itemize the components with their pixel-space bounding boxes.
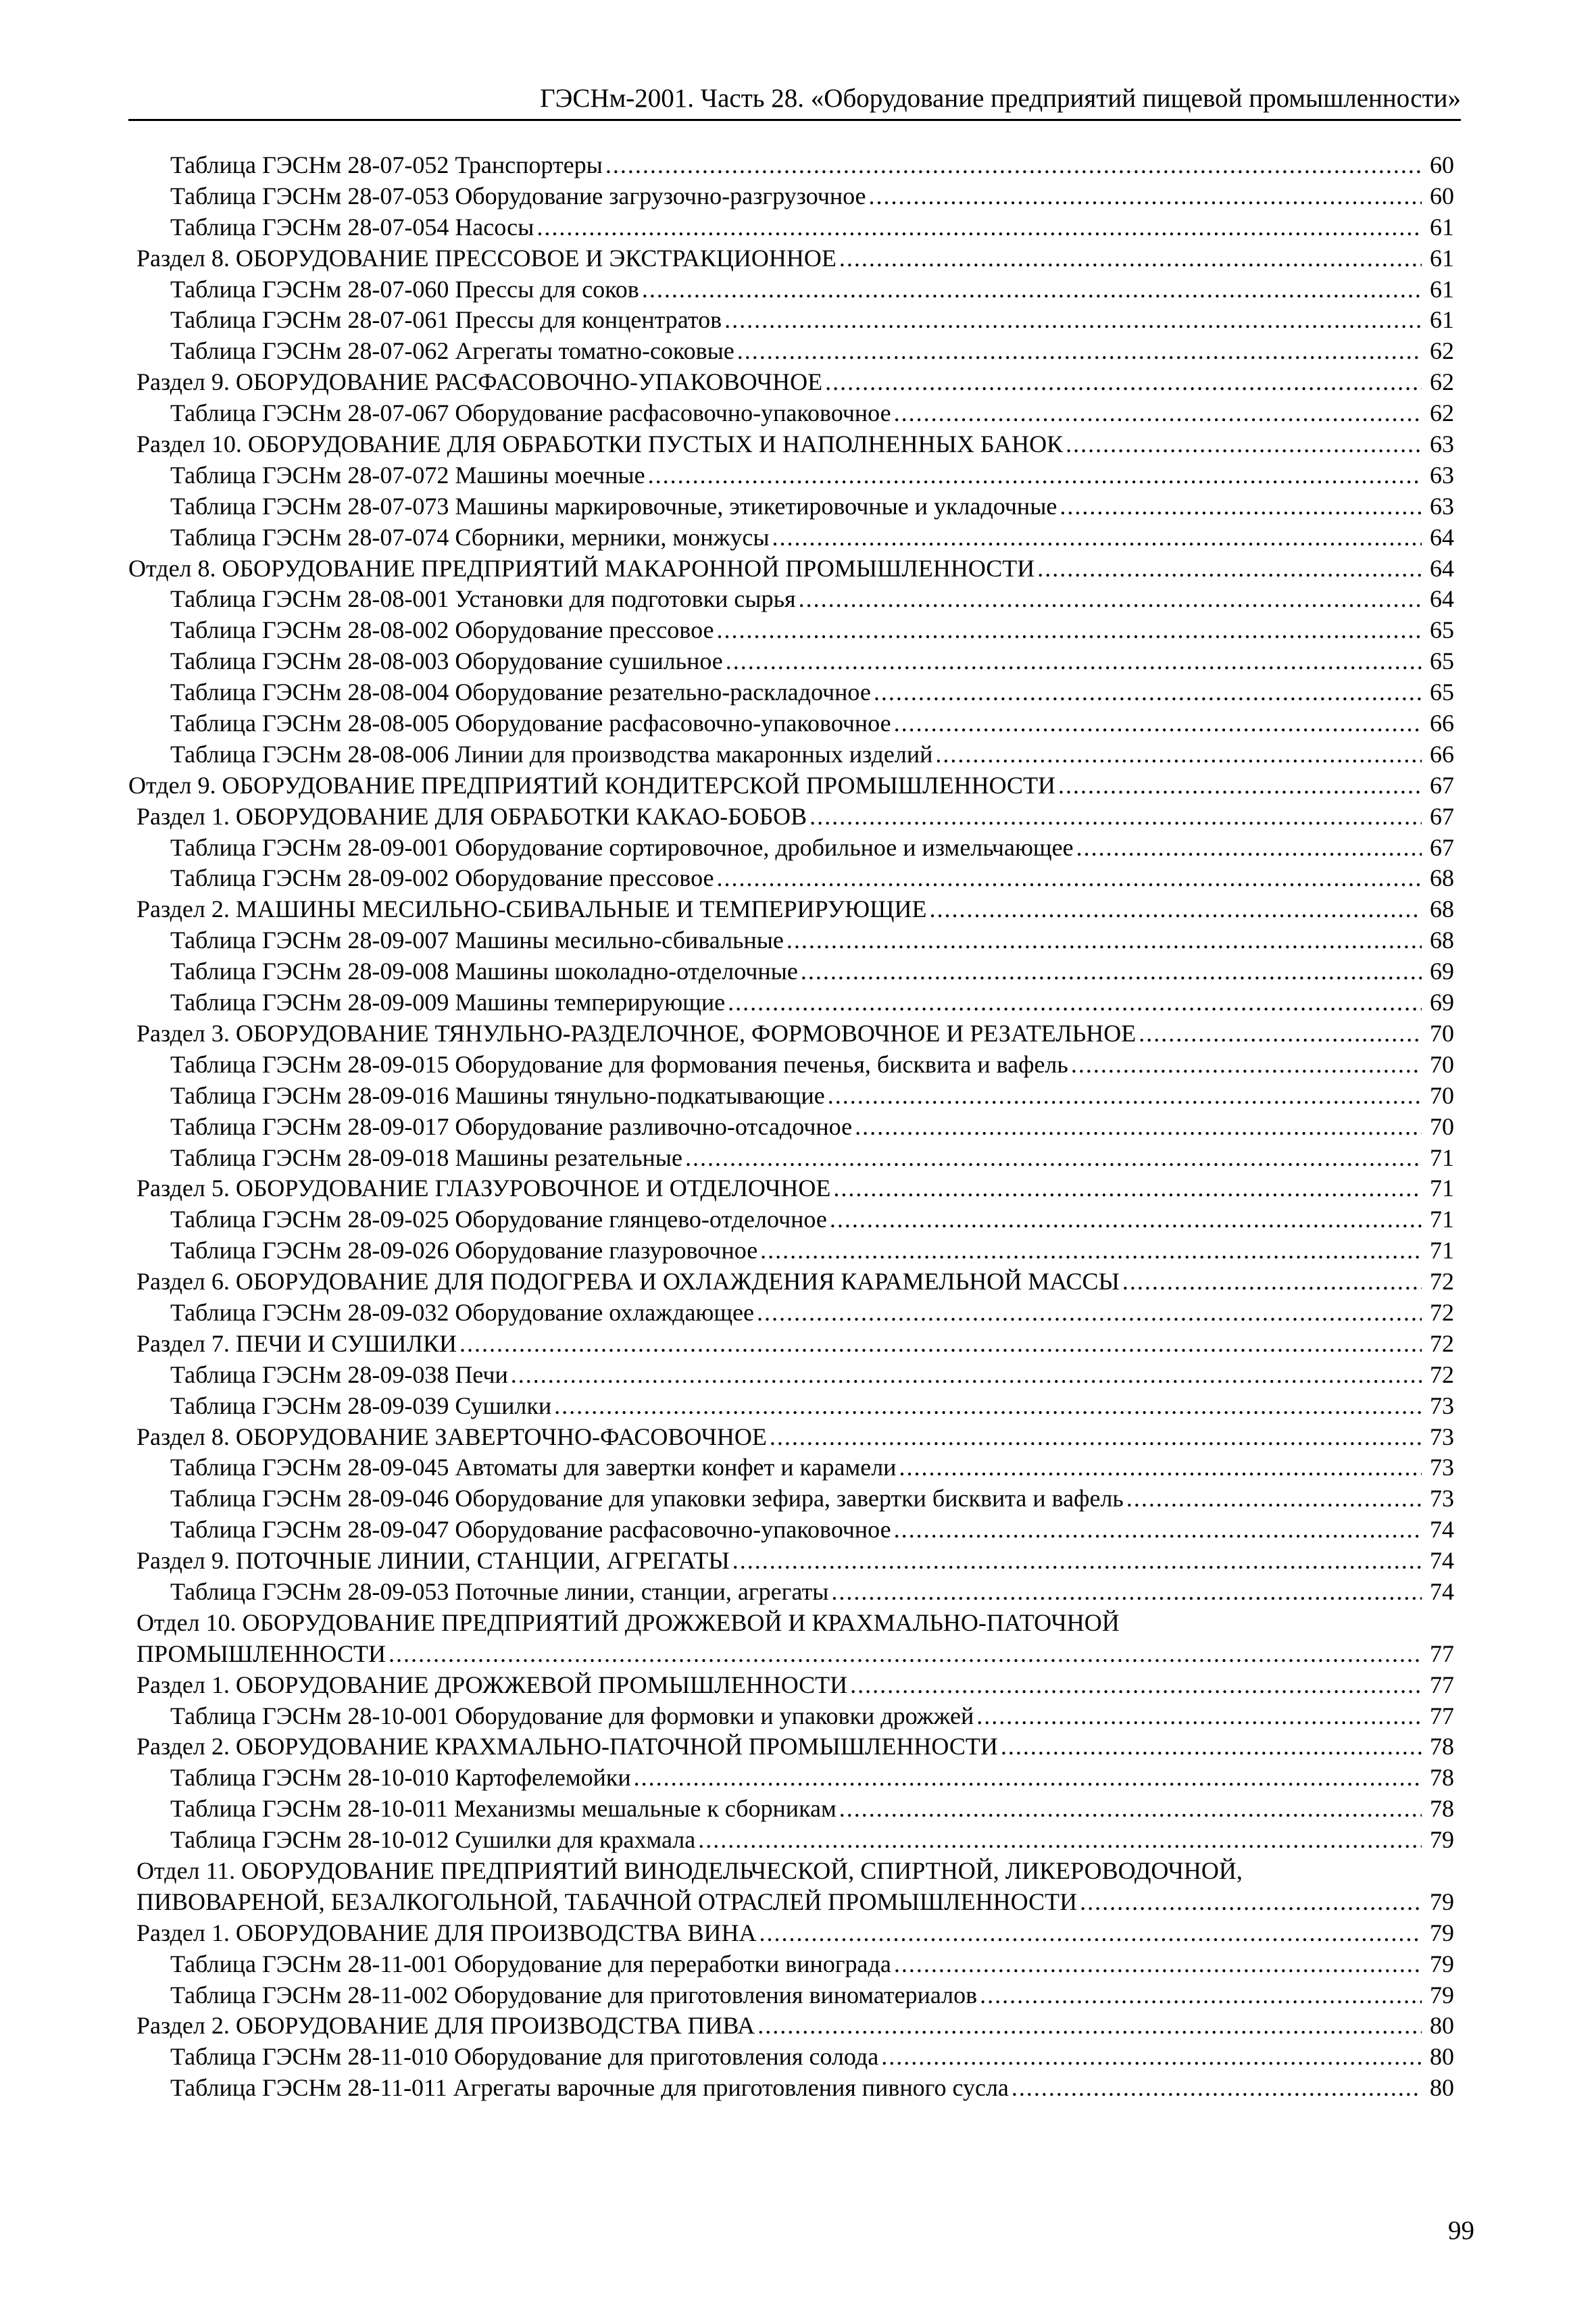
toc-entry-page: 63	[1430, 461, 1454, 489]
toc-entry-title: Таблица ГЭСНм 28-07-052 Транспортеры	[170, 151, 603, 178]
toc-table-entry	[128, 1794, 1454, 1825]
toc-division-entry	[128, 1887, 1454, 1918]
toc-table-entry	[128, 212, 1454, 243]
dot-leader	[1071, 1050, 1422, 1081]
toc-entry-title: Таблица ГЭСНм 28-09-015 Оборудование для формования печенья, бисквита и вафель	[170, 1050, 1068, 1078]
dot-leader	[1076, 833, 1422, 864]
toc-table-entry	[128, 1825, 1454, 1856]
dot-leader	[1012, 2073, 1422, 2104]
toc-table-entry	[128, 1360, 1454, 1391]
toc-table-entry	[128, 1763, 1454, 1794]
toc-table-entry	[128, 1298, 1454, 1329]
dot-leader	[459, 1329, 1422, 1360]
toc-section-entry	[128, 429, 1454, 460]
toc-table-entry	[128, 739, 1454, 770]
toc-entry-title: Таблица ГЭСНм 28-07-060 Прессы для соков	[170, 275, 639, 303]
toc-entry-page: 71	[1430, 1237, 1454, 1264]
toc-table-entry	[128, 1112, 1454, 1143]
toc-entry-title: Раздел 8. ОБОРУДОВАНИЕ ЗАВЕРТОЧНО-ФАСОВОЧНОЕ	[136, 1423, 767, 1450]
toc-entry-title: Таблица ГЭСНм 28-07-054 Насосы	[170, 213, 534, 241]
dot-leader	[787, 925, 1422, 956]
toc-entry-page: 72	[1430, 1329, 1454, 1357]
toc-entry-title: Таблица ГЭСНм 28-11-010 Оборудование для приготовления солода	[170, 2043, 879, 2071]
toc-entry-page: 62	[1430, 399, 1454, 427]
toc-entry-page: 77	[1430, 1702, 1454, 1729]
toc-table-entry	[128, 584, 1454, 615]
toc-entry-page: 65	[1430, 647, 1454, 675]
toc-entry-title: Таблица ГЭСНм 28-10-010 Картофелемойки	[170, 1764, 631, 1792]
dot-leader	[685, 1143, 1422, 1174]
toc-table-entry	[128, 1391, 1454, 1422]
toc-entry-title: Таблица ГЭСНм 28-07-067 Оборудование расфасовочно-упаковочное	[170, 399, 891, 427]
toc-section-entry	[128, 1670, 1454, 1701]
toc-entry-page: 64	[1430, 554, 1454, 582]
toc-section-entry	[128, 367, 1454, 398]
toc-entry-page: 74	[1430, 1577, 1454, 1605]
toc-table-entry	[128, 150, 1454, 181]
dot-leader	[1037, 553, 1422, 585]
toc-entry-title: Раздел 3. ОБОРУДОВАНИЕ ТЯНУЛЬНО-РАЗДЕЛОЧНОЕ, ФОРМОВОЧНОЕ И РЕЗАТЕЛЬНОЕ	[136, 1019, 1137, 1047]
table-of-contents	[128, 150, 1454, 2104]
toc-entry-line: Отдел 10. ОБОРУДОВАНИЕ ПРЕДПРИЯТИЙ ДРОЖЖЕВОЙ И КРАХМАЛЬНО-ПАТОЧНОЙ	[136, 1608, 1120, 1636]
dot-leader	[809, 802, 1422, 833]
dot-leader	[726, 646, 1422, 677]
toc-entry-page: 62	[1430, 337, 1454, 365]
toc-entry-title: Таблица ГЭСНм 28-08-002 Оборудование прессовое	[170, 616, 714, 644]
dot-leader	[833, 1173, 1422, 1204]
toc-entry-title: Раздел 2. МАШИНЫ МЕСИЛЬНО-СБИВАЛЬНЫЕ И ТЕМПЕРИРУЮЩИЕ	[136, 895, 927, 923]
dot-leader	[698, 1825, 1422, 1856]
dot-leader	[648, 460, 1422, 491]
dot-leader	[772, 522, 1422, 553]
dot-leader	[1059, 491, 1422, 522]
toc-entry-page: 73	[1430, 1392, 1454, 1419]
toc-entry-page: 61	[1430, 244, 1454, 272]
toc-entry-page: 65	[1430, 679, 1454, 706]
toc-entry-page: 66	[1430, 710, 1454, 737]
toc-entry-title: Таблица ГЭСНм 28-08-005 Оборудование расфасовочно-упаковочное	[170, 710, 891, 737]
toc-entry-title: Таблица ГЭСНм 28-09-009 Машины темперирующие	[170, 989, 726, 1016]
toc-table-entry	[128, 833, 1454, 864]
toc-table-entry	[128, 2073, 1454, 2104]
toc-entry-page: 67	[1430, 802, 1454, 830]
toc-entry-page: 80	[1430, 2012, 1454, 2040]
toc-entry-page: 69	[1430, 958, 1454, 985]
dot-leader	[869, 181, 1422, 212]
dot-leader	[894, 708, 1422, 739]
toc-entry-title: Таблица ГЭСНм 28-08-001 Установки для подготовки сырья	[170, 585, 796, 613]
toc-table-entry	[128, 2042, 1454, 2073]
toc-section-entry	[128, 802, 1454, 833]
dot-leader	[929, 894, 1422, 925]
toc-entry-page: 68	[1430, 864, 1454, 892]
toc-entry-page: 67	[1430, 833, 1454, 861]
toc-entry-page: 73	[1430, 1485, 1454, 1512]
toc-entry-title: Таблица ГЭСНм 28-07-074 Сборники, мерники, монжусы	[170, 523, 770, 551]
toc-entry-page: 72	[1430, 1298, 1454, 1326]
toc-entry-page: 70	[1430, 1112, 1454, 1140]
toc-section-entry	[128, 243, 1454, 274]
dot-leader	[1058, 770, 1422, 802]
toc-section-entry	[128, 1173, 1454, 1204]
toc-entry-title: Раздел 2. ОБОРУДОВАНИЕ КРАХМАЛЬНО-ПАТОЧНОЙ ПРОМЫШЛЕННОСТИ	[136, 1733, 998, 1761]
toc-entry-title: Таблица ГЭСНм 28-09-026 Оборудование глазуровочное	[170, 1237, 758, 1264]
toc-entry-title: Таблица ГЭСНм 28-09-039 Сушилки	[170, 1392, 552, 1419]
toc-table-entry	[128, 987, 1454, 1018]
toc-entry-title: Таблица ГЭСНм 28-09-038 Печи	[170, 1360, 508, 1388]
toc-table-entry	[128, 181, 1454, 212]
dot-leader	[799, 584, 1422, 615]
toc-table-entry	[128, 925, 1454, 956]
toc-entry-title: Таблица ГЭСНм 28-11-011 Агрегаты варочные для приготовления пивного сусла	[170, 2074, 1009, 2102]
toc-entry-title: ПРОМЫШЛЕННОСТИ	[136, 1640, 386, 1667]
toc-division-entry	[128, 553, 1454, 585]
toc-entry-page: 77	[1430, 1640, 1454, 1667]
dot-leader	[850, 1670, 1422, 1701]
toc-entry-page: 78	[1430, 1764, 1454, 1792]
toc-section-entry	[128, 2011, 1454, 2042]
toc-entry-title: Таблица ГЭСНм 28-09-032 Оборудование охлаждающее	[170, 1298, 754, 1326]
toc-table-entry	[128, 1204, 1454, 1235]
dot-leader	[728, 987, 1422, 1018]
toc-entry-page: 67	[1430, 771, 1454, 799]
dot-leader	[642, 274, 1422, 305]
toc-table-entry	[128, 398, 1454, 429]
toc-table-entry	[128, 1949, 1454, 1980]
dot-leader	[894, 398, 1422, 429]
toc-entry-title: Таблица ГЭСНм 28-09-001 Оборудование сортировочное, дробильное и измельчающее	[170, 833, 1074, 861]
toc-table-entry	[128, 305, 1454, 336]
dot-leader	[759, 1918, 1422, 1949]
dot-leader	[894, 1949, 1422, 1980]
toc-entry-page: 65	[1430, 616, 1454, 644]
toc-table-entry	[128, 336, 1454, 367]
toc-entry-title: Таблица ГЭСНм 28-10-012 Сушилки для крахмала	[170, 1826, 696, 1854]
toc-entry-title: Раздел 2. ОБОРУДОВАНИЕ ДЛЯ ПРОИЗВОДСТВА ПИВА	[136, 2012, 755, 2040]
toc-entry-title: Таблица ГЭСНм 28-08-003 Оборудование сушильное	[170, 647, 723, 675]
toc-entry-page: 69	[1430, 989, 1454, 1016]
toc-entry-title: Таблица ГЭСНм 28-09-007 Машины месильно-сбивальные	[170, 927, 784, 954]
toc-entry-page: 66	[1430, 740, 1454, 768]
toc-entry-page: 71	[1430, 1206, 1454, 1233]
dot-leader	[716, 863, 1422, 894]
toc-entry-title: Таблица ГЭСНм 28-09-045 Автоматы для завертки конфет и карамели	[170, 1454, 897, 1481]
toc-table-entry	[128, 615, 1454, 646]
dot-leader	[881, 2042, 1422, 2073]
toc-entry-page: 63	[1430, 430, 1454, 458]
dot-leader	[511, 1360, 1422, 1391]
toc-entry-page: 61	[1430, 306, 1454, 334]
toc-table-entry	[128, 1515, 1454, 1546]
toc-table-entry	[128, 1050, 1454, 1081]
toc-table-entry	[128, 1143, 1454, 1174]
toc-section-entry	[128, 1266, 1454, 1298]
toc-entry-page: 60	[1430, 151, 1454, 178]
toc-table-entry	[128, 677, 1454, 708]
dot-leader	[839, 243, 1422, 274]
toc-entry-title: Таблица ГЭСНм 28-07-062 Агрегаты томатно-соковые	[170, 337, 734, 365]
toc-entry-page: 79	[1430, 1888, 1454, 1915]
toc-entry-title: Таблица ГЭСНм 28-09-053 Поточные линии, станции, агрегаты	[170, 1577, 829, 1605]
toc-entry-page: 68	[1430, 895, 1454, 923]
toc-table-entry	[128, 1483, 1454, 1515]
dot-leader	[1126, 1483, 1422, 1515]
toc-entry-page: 80	[1430, 2043, 1454, 2071]
toc-table-entry	[128, 956, 1454, 987]
toc-entry-title: Таблица ГЭСНм 28-09-025 Оборудование глянцево-отделочное	[170, 1206, 827, 1233]
dot-leader	[976, 1701, 1422, 1732]
toc-section-entry	[128, 1422, 1454, 1453]
toc-entry-title: Таблица ГЭСНм 28-11-001 Оборудование для переработки винограда	[170, 1950, 891, 1977]
toc-entry-page: 64	[1430, 523, 1454, 551]
toc-entry-title: Раздел 9. ПОТОЧНЫЕ ЛИНИИ, СТАНЦИИ, АГРЕГАТЫ	[136, 1547, 730, 1575]
toc-entry-page: 71	[1430, 1175, 1454, 1202]
page-number: 99	[1448, 2216, 1474, 2245]
toc-entry-page: 71	[1430, 1143, 1454, 1171]
toc-table-entry	[128, 274, 1454, 305]
toc-entry-page: 64	[1430, 585, 1454, 613]
toc-entry-title: Раздел 5. ОБОРУДОВАНИЕ ГЛАЗУРОВОЧНОЕ И ОТДЕЛОЧНОЕ	[136, 1175, 831, 1202]
toc-section-entry	[128, 1546, 1454, 1577]
toc-section-entry	[128, 1018, 1454, 1050]
toc-entry-page: 70	[1430, 1019, 1454, 1047]
dot-leader	[757, 1298, 1422, 1329]
toc-entry-page: 61	[1430, 213, 1454, 241]
toc-table-entry	[128, 646, 1454, 677]
toc-table-entry	[128, 460, 1454, 491]
toc-entry-page: 73	[1430, 1454, 1454, 1481]
toc-entry-title: Раздел 8. ОБОРУДОВАНИЕ ПРЕССОВОЕ И ЭКСТРАКЦИОННОЕ	[136, 244, 837, 272]
toc-entry-title: Таблица ГЭСНм 28-07-073 Машины маркировочные, этикетировочные и укладочные	[170, 492, 1057, 520]
toc-entry-title: Раздел 6. ОБОРУДОВАНИЕ ДЛЯ ПОДОГРЕВА И ОХЛАЖДЕНИЯ КАРАМЕЛЬНОЙ МАССЫ	[136, 1268, 1120, 1296]
dot-leader	[537, 212, 1422, 243]
toc-table-entry	[128, 1235, 1454, 1266]
toc-entry-title: Таблица ГЭСНм 28-09-047 Оборудование расфасовочно-упаковочное	[170, 1516, 891, 1544]
toc-entry-page: 78	[1430, 1795, 1454, 1823]
dot-leader	[605, 150, 1422, 181]
toc-entry-title: ПИВОВАРЕНОЙ, БЕЗАЛКОГОЛЬНОЙ, ТАБАЧНОЙ ОТРАСЛЕЙ ПРОМЫШЛЕННОСТИ	[136, 1888, 1078, 1915]
dot-leader	[634, 1763, 1422, 1794]
toc-entry-title: Таблица ГЭСНм 28-09-017 Оборудование разливочно-отсадочное	[170, 1112, 853, 1140]
toc-entry-page: 79	[1430, 1981, 1454, 2009]
toc-entry-title: Таблица ГЭСНм 28-11-002 Оборудование для приготовления виноматериалов	[170, 1981, 978, 2009]
dot-leader	[801, 956, 1422, 987]
toc-section-entry	[128, 1731, 1454, 1763]
toc-entry-page: 78	[1430, 1733, 1454, 1761]
dot-leader	[831, 1577, 1422, 1608]
toc-entry-title: Отдел 9. ОБОРУДОВАНИЕ ПРЕДПРИЯТИЙ КОНДИТЕРСКОЙ ПРОМЫШЛЕННОСТИ	[128, 771, 1056, 799]
toc-entry-page: 68	[1430, 927, 1454, 954]
toc-entry-title: Раздел 1. ОБОРУДОВАНИЕ ДЛЯ ОБРАБОТКИ КАКАО-БОБОВ	[136, 802, 807, 830]
toc-division-entry	[128, 770, 1454, 802]
toc-table-entry	[128, 1577, 1454, 1608]
toc-entry-title: Раздел 1. ОБОРУДОВАНИЕ ДЛЯ ПРОИЗВОДСТВА ВИНА	[136, 1919, 757, 1946]
toc-entry-page: 74	[1430, 1547, 1454, 1575]
dot-leader	[825, 367, 1422, 398]
toc-entry-page: 74	[1430, 1516, 1454, 1544]
dot-leader	[760, 1235, 1422, 1266]
toc-table-entry	[128, 1452, 1454, 1483]
dot-leader	[737, 336, 1422, 367]
dot-leader	[757, 2011, 1422, 2042]
toc-entry-page: 79	[1430, 1950, 1454, 1977]
dot-leader	[770, 1422, 1422, 1453]
dot-leader	[855, 1112, 1422, 1143]
toc-section-entry	[128, 894, 1454, 925]
toc-entry-page: 61	[1430, 275, 1454, 303]
toc-division-entry	[128, 1639, 1454, 1670]
dot-leader	[1066, 429, 1422, 460]
toc-table-entry	[128, 708, 1454, 739]
dot-leader	[1080, 1887, 1422, 1918]
toc-entry-page: 72	[1430, 1268, 1454, 1296]
dot-leader	[1122, 1266, 1422, 1298]
toc-table-entry	[128, 1081, 1454, 1112]
toc-entry-page: 70	[1430, 1050, 1454, 1078]
toc-entry-page: 73	[1430, 1423, 1454, 1450]
toc-entry-title: Отдел 8. ОБОРУДОВАНИЕ ПРЕДПРИЯТИЙ МАКАРОННОЙ ПРОМЫШЛЕННОСТИ	[128, 554, 1035, 582]
toc-entry-page: 72	[1430, 1360, 1454, 1388]
toc-table-entry	[128, 1980, 1454, 2011]
toc-entry-title: Таблица ГЭСНм 28-07-072 Машины моечные	[170, 461, 645, 489]
toc-entry-title: Таблица ГЭСНм 28-09-008 Машины шоколадно-отделочные	[170, 958, 798, 985]
toc-table-entry	[128, 491, 1454, 522]
running-header: ГЭСНм-2001. Часть 28. «Оборудование предприятий пищевой промышленности»	[128, 82, 1461, 121]
toc-entry-page: 70	[1430, 1081, 1454, 1109]
dot-leader	[554, 1391, 1422, 1422]
toc-section-entry	[128, 1918, 1454, 1949]
toc-entry-title: Таблица ГЭСНм 28-10-001 Оборудование для формовки и упаковки дрожжей	[170, 1702, 974, 1729]
dot-leader	[830, 1204, 1422, 1235]
toc-table-entry	[128, 1701, 1454, 1732]
toc-entry-title: Таблица ГЭСНм 28-09-046 Оборудование для упаковки зефира, завертки бисквита и вафель	[170, 1485, 1124, 1512]
toc-entry-title: Таблица ГЭСНм 28-08-004 Оборудование резательно-раскладочное	[170, 679, 871, 706]
toc-entry-title: Раздел 7. ПЕЧИ И СУШИЛКИ	[136, 1329, 457, 1357]
toc-entry-line: Отдел 11. ОБОРУДОВАНИЕ ПРЕДПРИЯТИЙ ВИНОДЕЛЬЧЕСКОЙ, СПИРТНОЙ, ЛИКЕРОВОДОЧНОЙ,	[136, 1856, 1243, 1884]
dot-leader	[980, 1980, 1422, 2011]
toc-table-entry	[128, 522, 1454, 553]
dot-leader	[389, 1639, 1422, 1670]
dot-leader	[935, 739, 1422, 770]
toc-entry-title: Таблица ГЭСНм 28-10-011 Механизмы мешальные к сборникам	[170, 1795, 837, 1823]
dot-leader	[839, 1794, 1422, 1825]
toc-entry-title: Раздел 10. ОБОРУДОВАНИЕ ДЛЯ ОБРАБОТКИ ПУСТЫХ И НАПОЛНЕННЫХ БАНОК	[136, 430, 1064, 458]
dot-leader	[724, 305, 1422, 336]
toc-entry-title: Таблица ГЭСНм 28-07-061 Прессы для концентратов	[170, 306, 722, 334]
toc-section-entry	[128, 1329, 1454, 1360]
toc-entry-page: 62	[1430, 368, 1454, 396]
toc-entry-page: 79	[1430, 1919, 1454, 1946]
toc-entry-page: 77	[1430, 1671, 1454, 1698]
dot-leader	[1001, 1731, 1422, 1763]
dot-leader	[894, 1515, 1422, 1546]
dot-leader	[732, 1546, 1422, 1577]
dot-leader	[899, 1452, 1422, 1483]
dot-leader	[1139, 1018, 1422, 1050]
toc-entry-page: 79	[1430, 1826, 1454, 1854]
toc-entry-page: 80	[1430, 2074, 1454, 2102]
toc-entry-page: 60	[1430, 182, 1454, 210]
toc-table-entry	[128, 863, 1454, 894]
toc-entry-title: Таблица ГЭСНм 28-09-002 Оборудование прессовое	[170, 864, 714, 892]
toc-entry-title: Таблица ГЭСНм 28-09-018 Машины резательные	[170, 1143, 682, 1171]
toc-entry-title: Таблица ГЭСНм 28-07-053 Оборудование загрузочно-разгрузочное	[170, 182, 866, 210]
toc-entry-title: Раздел 9. ОБОРУДОВАНИЕ РАСФАСОВОЧНО-УПАКОВОЧНОЕ	[136, 368, 823, 396]
dot-leader	[716, 615, 1422, 646]
dot-leader	[874, 677, 1422, 708]
dot-leader	[828, 1081, 1422, 1112]
toc-entry-page: 63	[1430, 492, 1454, 520]
toc-entry-title: Таблица ГЭСНм 28-09-016 Машины тянульно-подкатывающие	[170, 1081, 825, 1109]
toc-entry-title: Раздел 1. ОБОРУДОВАНИЕ ДРОЖЖЕВОЙ ПРОМЫШЛЕННОСТИ	[136, 1671, 848, 1698]
toc-entry-title: Таблица ГЭСНм 28-08-006 Линии для производства макаронных изделий	[170, 740, 933, 768]
